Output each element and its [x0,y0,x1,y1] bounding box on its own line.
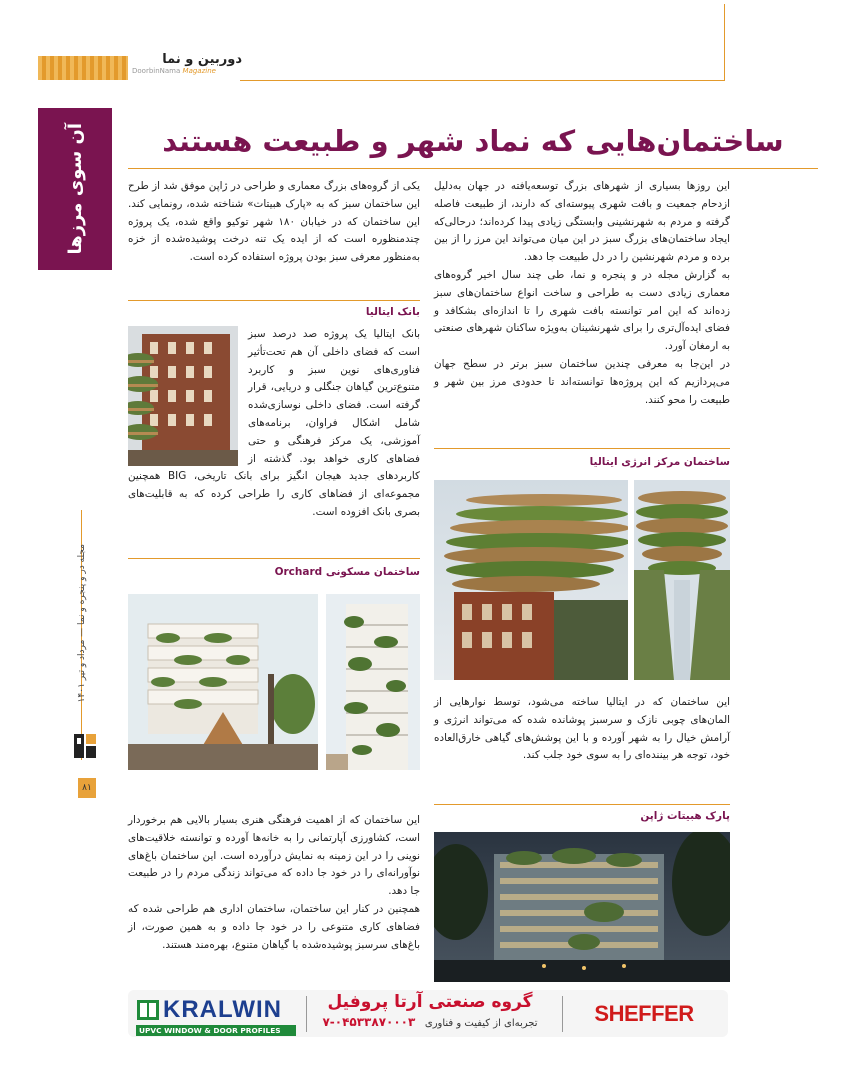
ad-company[interactable]: گروه صنعتی آرتا پروفیل تجربه‌ای از کیفیت و فناوری ۰۴۵۳۳۸۷۰۰۰۳-۷ [322,992,538,1029]
page-title: ساختمان‌هایی که نماد شهر و طبیعت هستند [162,124,784,158]
bank-text: بانک ایتالیا یک پروژه صد درصد سبز است که فضای داخلی آن هم تحت‌تأثیر فناوری‌های نوین سبز و کاربرد متنوع‌ترین گیاهان جنگلی و دریایی، قرار گرفته است. فضای داخلی نوسازی‌شده شامل اشکال فراوان، برنامه‌های آموزشی، یک مرکز فرهنگی و حتی فضاهای کاری خواهد بود. گذشته از کاربردهای جدید هیجان انگیز برای بانک تاریخی، BIG همچنین مجموعه‌ای از فضاهای کاری را طراحی کرده که به قابلیت‌های بصری بانک افزوده است. [128,328,421,518]
habitat-section-title: پارک هبیتات ژاپن [640,810,730,822]
orchard-section-title: ساختمان مسکونی Orchard [274,566,420,578]
kralwin-logo[interactable]: KRALWIN UPVC WINDOW & DOOR PROFILES [136,996,296,1032]
japan-intro-text: یکی از گروه‌های بزرگ معماری و طراحی در ژاپن موفق شد از طرح این ساختمان سبز که به «پارک هبیتات» شناخته شده، رونمایی کند. این ساختمان که در خیابان ۱۸۰ شهر توکیو واقع شده، یک پروژه چندمنظوره است که از ایده یک تنه درخت پوشیده‌شده از خزه به‌منظور معرفی سبز بودن پروژه استفاده کرده است. [128,180,420,264]
energy-text: این ساختمان که در ایتالیا ساخته می‌شود، توسط نوارهایی از المان‌های چوبی نازک و سرسبز پوشانده شده که می‌تواند انرژی و آرامش خیال را به شهر آورده و با این پوشش‌های گیاهی خارق‌العاده خود، توجه هر بیننده‌ای را به سوی خود جلب کند. [434,696,730,762]
energy-center-image-2 [634,480,730,680]
orchard-image-1 [128,594,318,770]
ad-divider [306,996,307,1032]
header-decoration [38,56,128,80]
energy-section-title: ساختمان مرکز انرژی ایتالیا [589,456,730,468]
section-rule [434,448,730,449]
header-rule-vertical [724,4,725,81]
section-rule [128,300,420,301]
habitat-park-image [434,832,730,982]
sheffer-logo[interactable]: SHEFFER [594,1001,694,1026]
header-rule [240,80,725,81]
section-rule [128,558,420,559]
magazine-mark-icon [72,732,98,760]
title-rule [128,168,818,169]
brand-english: DoorbinNama Magazine [132,67,216,75]
orchard-text: این ساختمان که از اهمیت فرهنگی هنری بسیار بالایی هم برخوردار است، کشاورزی آپارتمانی را به خانه‌ها آورده و توانسته خلاقیت‌های نوینی را در این زمینه به نمایش درآورده است. این ساختمان باغ‌های نوآورانه‌ای را در خود جا داده که می‌تواند زندگی مردم را در طبیعت جا دهد. همچنین در کنار این ساختمان، ساختمان اداری هم طراحی شده که فضاهای کاری متنوعی را در خود جا داده و به همین صورت، از باغ‌های سرسبز پوشیده‌شده با گیاهان متنوع، بهره‌مند هستند. [128,814,420,951]
window-icon [136,999,160,1021]
issue-caption: مجله در و پنجره و نما — مرداد و تیر ۱۴۰۱ [77,543,87,703]
magazine-logo [132,52,242,82]
section-rule [434,804,730,805]
intro-text: این روزها بسیاری از شهرهای بزرگ توسعه‌یافته در جهان به‌دلیل ازدحام جمعیت و بافت شهری پیوسته‌ای که دارند، از طبیعت فاصله گرفته و مردم به شهرنشینی وابستگی زیادی پیدا کرده‌اند؛ درحالی‌که ایجاد ساختمان‌های بزرگ سبز در این میان می‌تواند این مرز را از بین برده و مردم شهرنشین را در دل طبیعت جا دهد. به گزارش مجله در و پنجره و نما، طی چند سال اخیر گروه‌های معماری زیادی دست به طراحی و ساخت انواع ساختمان‌های سبز زده‌اند که این امر توانسته بافت شهری را تا اندازه‌ای بشکافد و فضای ایده‌آل‌تری را برای شهرنشینان به‌ویژه ساکنان شهرهای صنعتی به ارمغان آورد. در این‌جا به معرفی چندین ساختمان سبز برتر در سطح جهان می‌پردازیم که این پروژه‌ها توانسته‌اند تا حدودی مرز بین شهر و طبیعت را محو کنند. [434,180,730,406]
page-number: ۸۱ [78,778,96,798]
bank-section-title: بانک ایتالیا [365,306,420,318]
section-ribbon-label: آن سوی مرزها [64,123,86,255]
orchard-image-2 [326,594,420,770]
energy-center-image-1 [434,480,628,680]
ad-divider [562,996,563,1032]
brand-name: دوربین و نما [162,52,242,67]
